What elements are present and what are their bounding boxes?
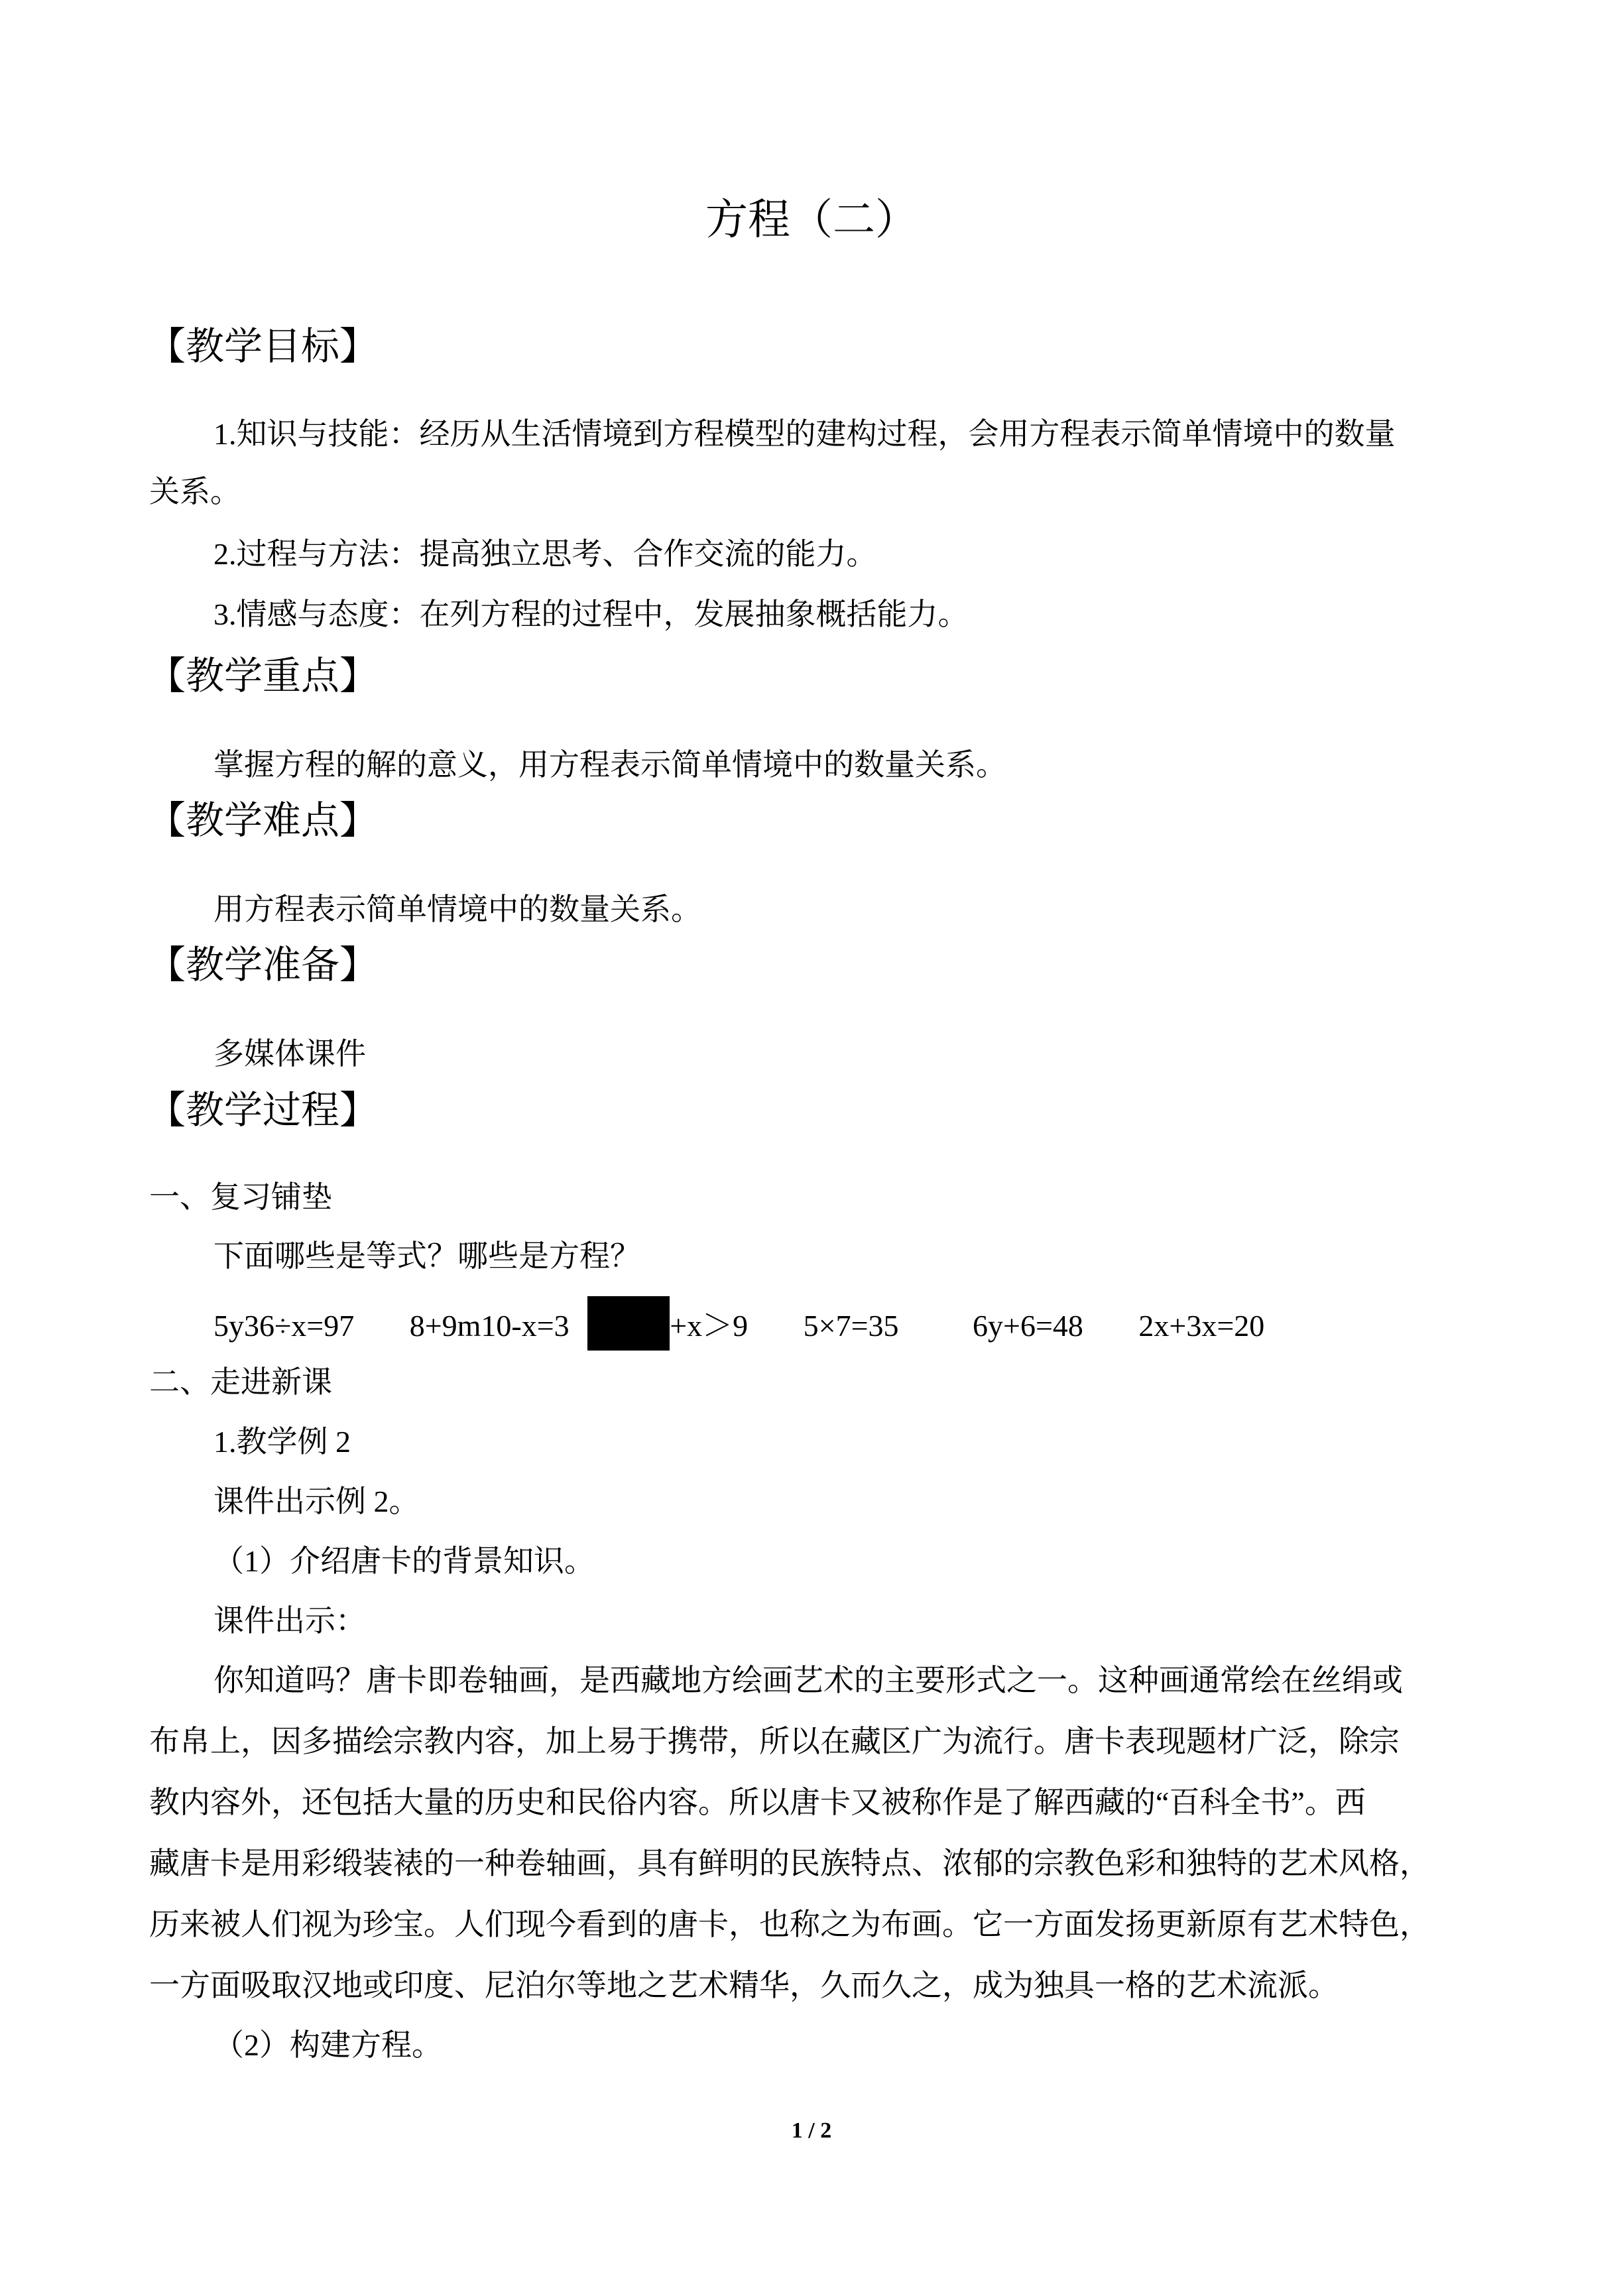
part2-heading: 二、走进新课 <box>149 1365 332 1399</box>
paragraph-line: 教内容外，还包括大量的历史和民俗内容。所以唐卡又被称作是了解西藏的“百科全书”。西 <box>149 1785 1366 1819</box>
equation-item: 2x+3x=20 <box>1138 1309 1265 1343</box>
paragraph-line: 一方面吸取汉地或印度、尼泊尔等地之艺术精华，久而久之，成为独具一格的艺术流派。 <box>149 1968 1339 2002</box>
key-points-text: 掌握方程的解的意义，用方程表示简单情境中的数量关系。 <box>213 748 1006 782</box>
heading-objectives: 【教学目标】 <box>147 325 379 368</box>
paragraph-line: 藏唐卡是用彩缎装裱的一种卷轴画，具有鲜明的民族特点、浓郁的宗教色彩和独特的艺术风格， <box>149 1846 1430 1880</box>
objective-1-cont: 关系。 <box>149 475 241 509</box>
heading-process: 【教学过程】 <box>147 1089 379 1132</box>
part2-step-2: （2）构建方程。 <box>213 2028 442 2062</box>
heading-preparation: 【教学准备】 <box>147 943 379 987</box>
difficulties-text: 用方程表示简单情境中的数量关系。 <box>213 892 701 926</box>
part2-line-3: （1）介绍唐卡的背景知识。 <box>213 1544 595 1578</box>
objective-1: 1.知识与技能：经历从生活情境到方程模型的建构过程，会用方程表示简单情境中的数量 <box>213 417 1396 451</box>
paragraph-line: 历来被人们视为珍宝。人们现今看到的唐卡，也称之为布画。它一方面发扬更新原有艺术特色， <box>149 1907 1430 1941</box>
part1-heading: 一、复习铺垫 <box>149 1180 332 1214</box>
equation-list <box>213 1296 1264 1351</box>
heading-key-points: 【教学重点】 <box>147 654 379 697</box>
objective-3: 3.情感与态度：在列方程的过程中，发展抽象概括能力。 <box>213 597 969 631</box>
objective-2: 2.过程与方法：提高独立思考、合作交流的能力。 <box>213 537 877 571</box>
paragraph-line: 布帛上，因多描绘宗教内容，加上易于携带，所以在藏区广为流行。唐卡表现题材广泛，除宗 <box>149 1724 1400 1758</box>
page-title: 方程（二） <box>705 196 918 243</box>
part2-line-1: 1.教学例 2 <box>213 1425 351 1459</box>
equation-item: 8+9m10-x=3 <box>409 1309 570 1343</box>
equation-item: 6y+6=48 <box>973 1309 1083 1343</box>
part2-line-2: 课件出示例 2。 <box>213 1484 420 1518</box>
part2-line-4: 课件出示： <box>213 1604 366 1638</box>
equation-item: 5y36÷x=97 <box>213 1309 355 1343</box>
page-number: 1 / 2 <box>791 2118 832 2143</box>
equation-item: +x＞9 <box>670 1309 749 1343</box>
equation-item: 5×7=35 <box>803 1309 899 1343</box>
part1-question: 下面哪些是等式？哪些是方程？ <box>213 1239 640 1273</box>
preparation-text: 多媒体课件 <box>213 1037 366 1071</box>
heading-difficulties: 【教学难点】 <box>147 799 379 842</box>
redacted-block <box>587 1296 670 1351</box>
paragraph-line: 你知道吗？唐卡即卷轴画，是西藏地方绘画艺术的主要形式之一。这种画通常绘在丝绢或 <box>213 1663 1403 1697</box>
